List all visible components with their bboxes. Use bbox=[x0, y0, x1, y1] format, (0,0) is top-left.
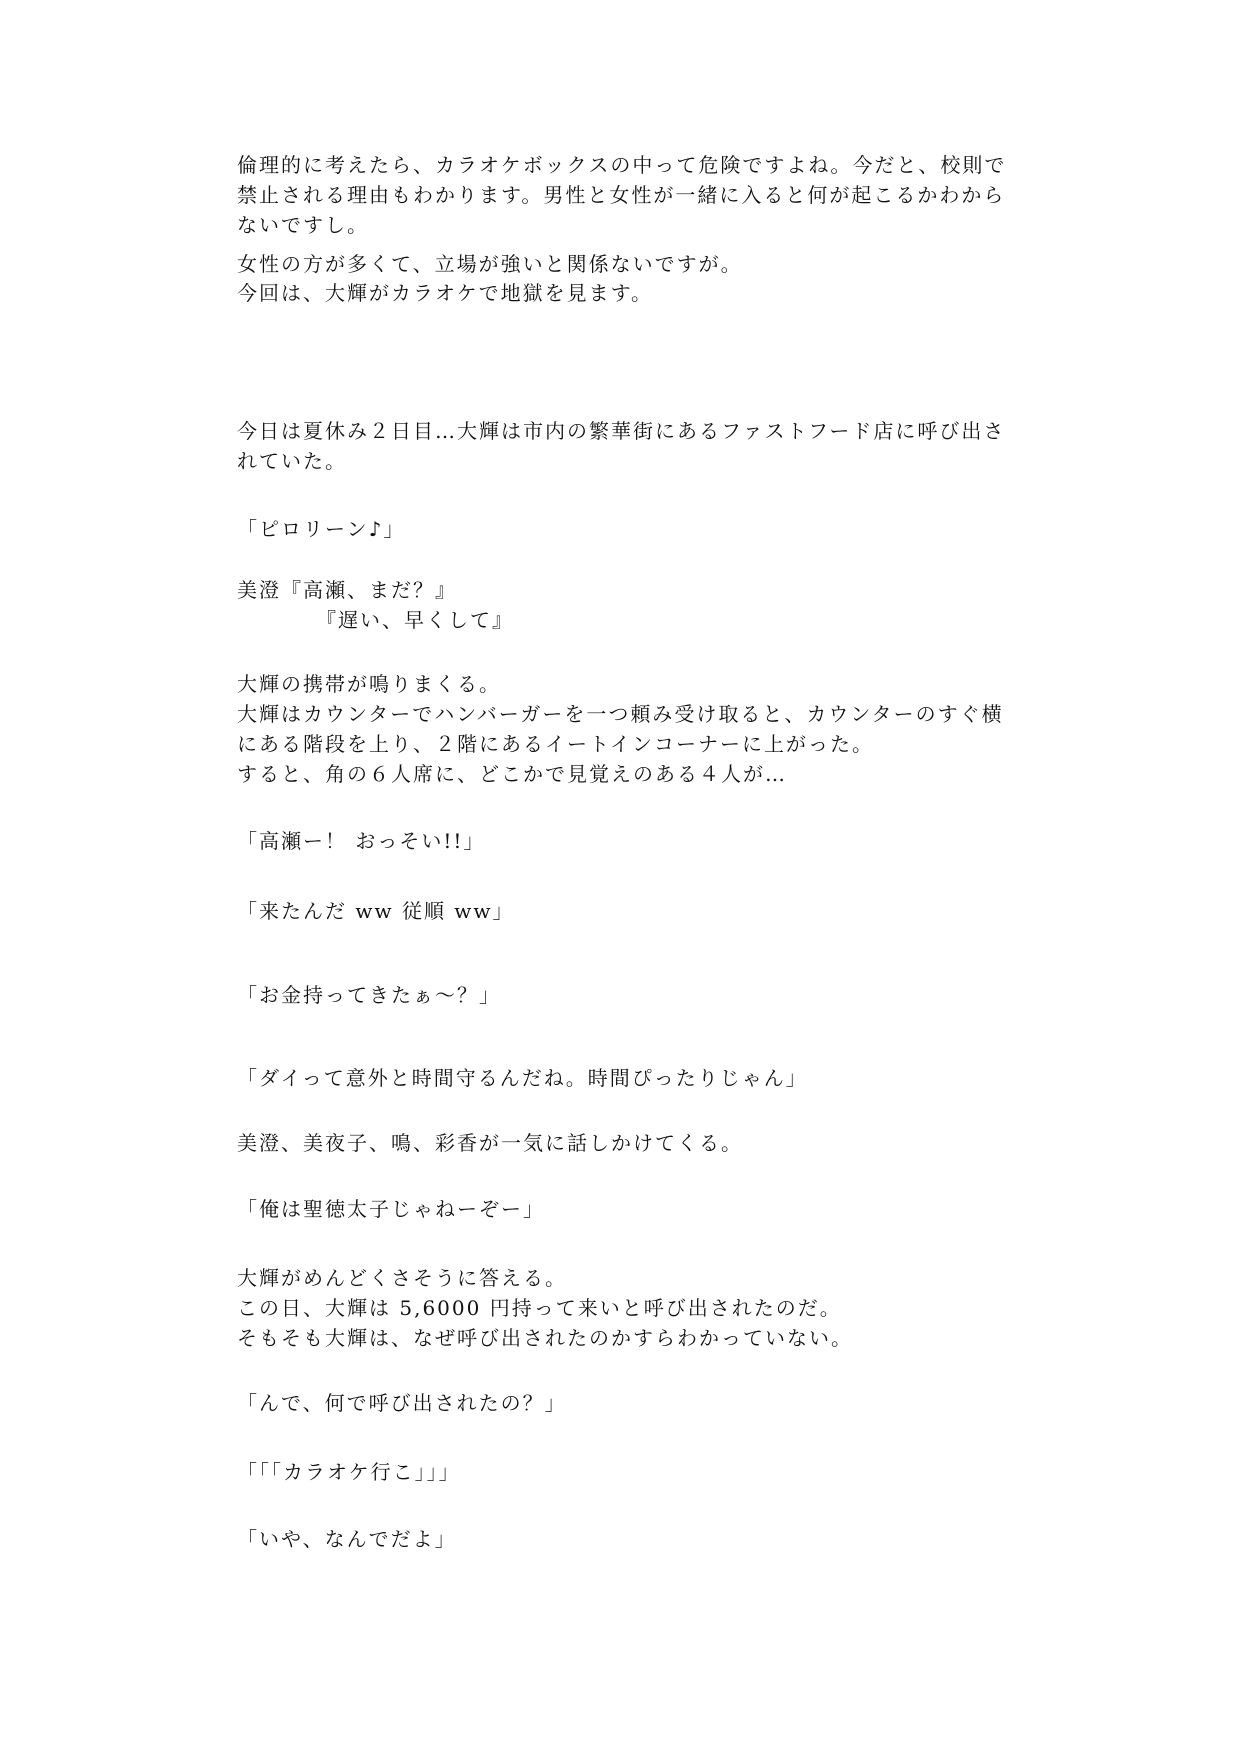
text-line: この日、大輝は 5,6000 円持って来いと呼び出されたのだ。 bbox=[237, 1296, 842, 1320]
text-line: 大輝の携帯が鳴りまくる。 bbox=[237, 672, 501, 696]
dialogue-line: 「いや、なんでだよ」 bbox=[237, 1527, 457, 1551]
dialogue-line: 「俺は聖徳太子じゃねーぞー」 bbox=[237, 1197, 545, 1221]
text-line: すると、角の６人席に、どこかで見覚えのある４人が… bbox=[237, 762, 787, 786]
dialogue-line: 「お金持ってきたぁ〜？」 bbox=[237, 983, 501, 1007]
text-line: 今日は夏休み２日目…大輝は市内の繁華街にあるファストフード店に呼び出さ bbox=[237, 419, 1006, 443]
text-line: 禁止される理由もわかります。男性と女性が一緒に入ると何が起こるかわから bbox=[237, 183, 1006, 207]
text-line: そもそも大輝は、なぜ呼び出されたのかすらわかっていない。 bbox=[237, 1326, 853, 1350]
text-line: 倫理的に考えたら、カラオケボックスの中って危険ですよね。今だと、校則で bbox=[237, 153, 1007, 177]
text-line: にある階段を上り、２階にあるイートインコーナーに上がった。 bbox=[237, 732, 874, 756]
dialogue-line: 「ダイって意外と時間守るんだね。時間ぴったりじゃん」 bbox=[237, 1066, 808, 1090]
dialogue-line: 美澄『高瀬、まだ？』 bbox=[237, 578, 457, 602]
dialogue-line: 『遅い、早くして』 bbox=[316, 608, 514, 632]
dialogue-line: 「来たんだ ww 従順 ww」 bbox=[237, 899, 515, 923]
text-line: 今回は、大輝がカラオケで地獄を見ます。 bbox=[237, 281, 653, 305]
text-line: 女性の方が多くて、立場が強いと関係ないですが。 bbox=[237, 252, 743, 276]
text-line: 美澄、美夜子、鳴、彩香が一気に話しかけてくる。 bbox=[237, 1131, 743, 1155]
text-line: れていた。 bbox=[237, 449, 347, 473]
text-line: ないですし。 bbox=[237, 213, 369, 237]
dialogue-line: 「ピロリーン♪」 bbox=[237, 517, 406, 541]
dialogue-line: 「んで、何で呼び出されたの？」 bbox=[237, 1391, 567, 1415]
dialogue-line: 「高瀬ー！ おっそい!!」 bbox=[237, 829, 486, 853]
text-line: 大輝はカウンターでハンバーガーを一つ頼み受け取ると、カウンターのすぐ横 bbox=[237, 702, 1004, 726]
text-line: 大輝がめんどくさそうに答える。 bbox=[237, 1266, 567, 1290]
dialogue-line: 「「「カラオケ行こ」」」 bbox=[237, 1460, 461, 1484]
